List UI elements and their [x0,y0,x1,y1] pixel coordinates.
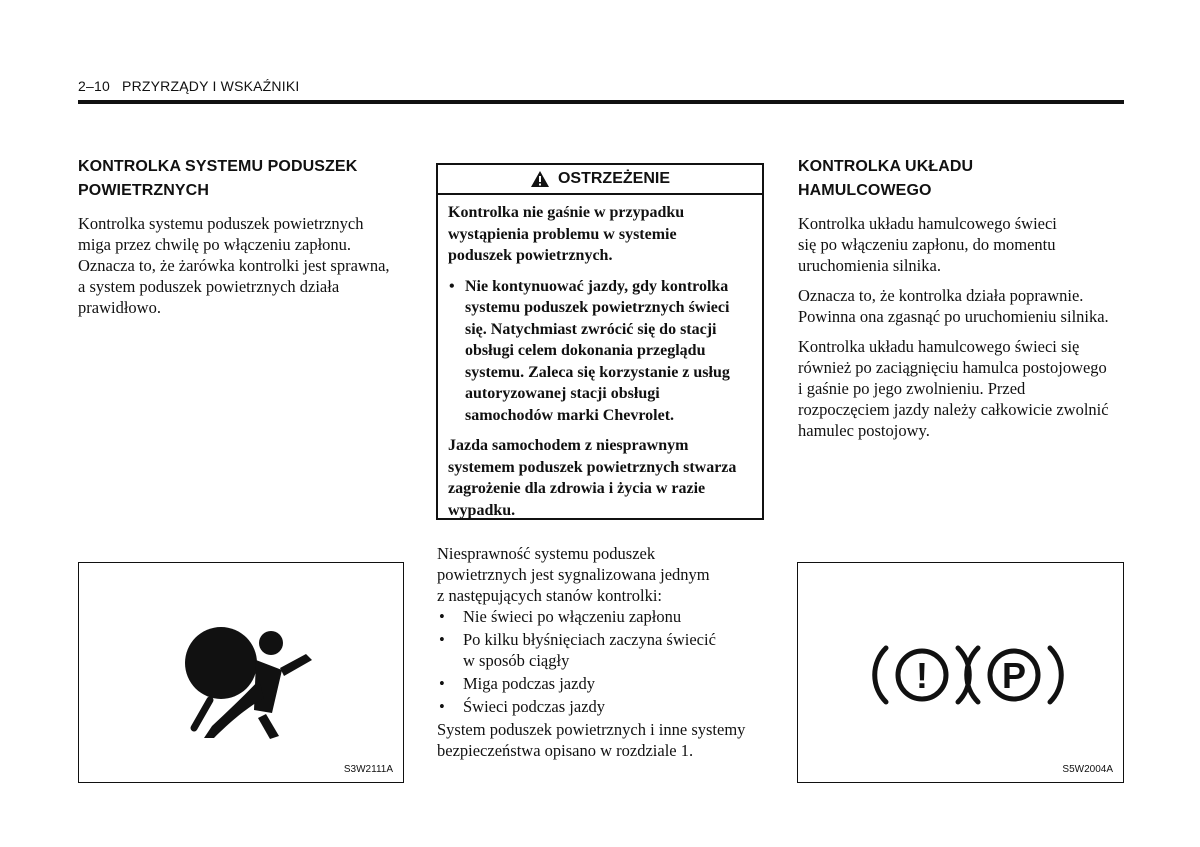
list-item [437,696,777,717]
text-line: zagrożenie dla zdrowia i życia w razie [448,480,706,497]
text-line: samochodów marki Chevrolet. [465,406,675,424]
airbag-figure [78,562,404,783]
text-line: powietrznych jest sygnalizowana jednym [437,565,710,584]
text-line: Kontrolka układu hamulcowego świeci się [798,337,1080,356]
paragraph [798,213,1138,276]
text-line: Powinna ona zgasnąć po uruchomieniu silnika. [798,307,1109,326]
warning-closing [448,435,752,521]
text-line: poduszek powietrznych. [448,247,613,264]
text-line: Jazda samochodem z niesprawnym [448,437,689,454]
header-rule [78,100,1124,104]
title-line: HAMULCOWEGO [798,182,932,199]
brake-light-description [798,213,1138,450]
text-line: autoryzowanej stacji obsługi [465,385,660,402]
title-line: KONTROLKA SYSTEMU PODUSZEK [78,158,358,175]
text-line: z następujących stanów kontrolki: [437,586,662,605]
text-line: miga przez chwilę po włączeniu zapłonu. [78,235,352,254]
figure-code: S5W2004A [1062,764,1113,775]
page-header [78,78,299,94]
text-line: Kontrolka nie gaśnie w przypadku [448,204,685,221]
title-line: KONTROLKA UKŁADU [798,158,974,175]
text-line: wystąpienia problemu w systemie [448,225,677,243]
warning-bullet [448,276,752,427]
page-number: 2–10 [78,78,110,94]
text-line: Oznacza to, że żarówka kontrolki jest sprawna, [78,256,390,275]
warning-list [448,276,752,427]
text-line: i gaśnie po jego zwolnieniu. Przed [798,379,1026,398]
paragraph [798,336,1138,441]
text-line: uruchomienia silnika. [798,256,941,275]
airbag-light-description [78,213,408,318]
text-line: a system poduszek powietrznych działa [78,277,340,296]
brake-symbol: ! [916,655,928,696]
text-line: systemu poduszek powietrznych świeci [465,299,730,316]
brake-figure [797,562,1124,783]
text-line: również po zaciągnięciu hamulca postojowego [798,358,1107,377]
text-line: obsługi celem dokonania przeglądu [465,342,706,359]
text-line: rozpoczęciem jazdy należy całkowicie zwolnić [798,400,1109,419]
text-line: systemem poduszek powietrznych stwarza [448,458,737,476]
parking-brake-icon [964,640,1064,710]
text-line: Miga podczas jazdy [463,674,595,693]
section-title: PRZYRZĄDY I WSKAŹNIKI [122,78,300,94]
text-line: • Po kilku błyśnięciach zaczyna świecić [463,630,716,649]
warning-triangle-icon [530,170,550,188]
figure-code: S3W2111A [343,764,393,775]
warning-box [436,163,764,520]
text-line: • Nie kontynuować jazdy, gdy kontrolka [465,277,729,295]
text-line: Oznacza to, że kontrolka działa poprawnie. [798,286,1084,305]
list-item [437,629,777,671]
warning-body [438,195,762,521]
fault-states-list [437,606,777,717]
text-line: Kontrolka systemu poduszek powietrznych [78,214,364,233]
airbag-icon [184,618,324,748]
paragraph [798,285,1138,327]
airbag-fault-description [437,543,777,761]
text-line: się. Natychmiast zwrócić się do stacji [465,320,717,338]
text-line: Niesprawność systemu poduszek [437,544,656,563]
text-line: hamulec postojowy. [798,421,930,440]
list-item [437,606,777,627]
warning-heading: OSTRZEŻENIE [557,170,670,187]
brake-warning-icon [872,640,972,710]
text-line: Świeci podczas jazdy [463,697,606,716]
parking-symbol: P [1001,655,1027,696]
brake-light-title [798,155,973,203]
text-line: System poduszek powietrznych i inne systemy [437,720,746,739]
text-line: bezpieczeństwa opisano w rozdziale 1. [437,741,694,760]
title-line: POWIETRZNYCH [78,182,209,199]
text-line: Nie świeci po włączeniu zapłonu [463,607,682,626]
airbag-light-title [78,155,357,203]
text-line: się po włączeniu zapłonu, do momentu [798,235,1056,254]
list-item [437,673,777,694]
text-line: prawidłowo. [78,298,161,317]
warning-header [438,165,762,195]
text-line: w sposób ciągły [463,651,570,670]
text-line: Kontrolka układu hamulcowego świeci [798,214,1057,233]
text-line: wypadku. [448,501,516,519]
warning-intro [448,202,752,267]
text-line: systemu. Zaleca się korzystanie z usług [465,363,730,381]
